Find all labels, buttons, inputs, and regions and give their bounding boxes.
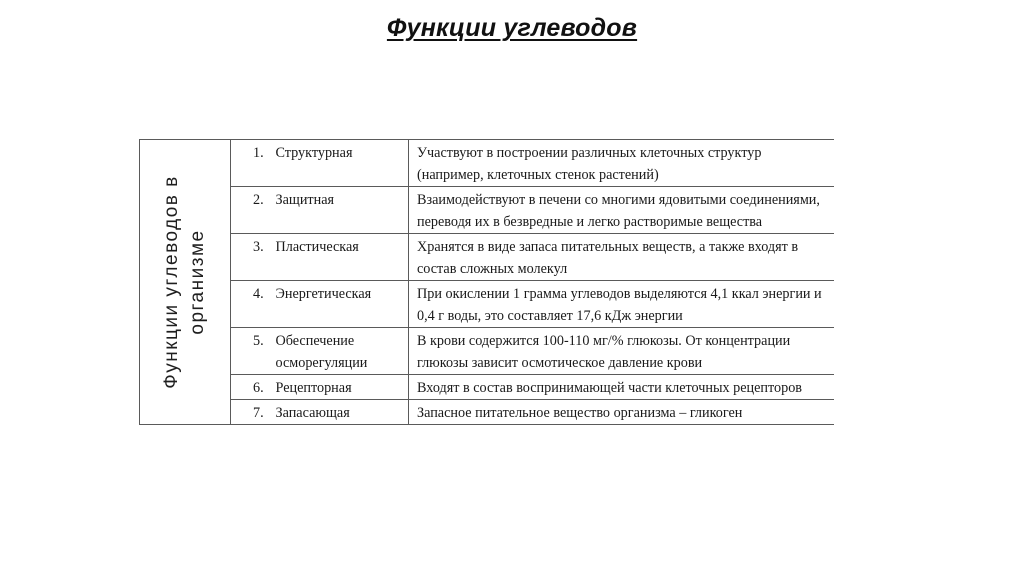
- side-header-cell: [140, 140, 231, 425]
- function-description: Участвуют в построении различных клеточных структур (например, клеточных стенок растений): [417, 145, 762, 183]
- function-name: Защитная: [275, 192, 335, 208]
- table-row: [140, 187, 834, 234]
- row-number: 1.: [253, 145, 264, 161]
- slide-title: Функции углеводов: [386, 14, 638, 42]
- function-name-cell: [266, 140, 409, 187]
- function-description-cell: [409, 234, 834, 281]
- side-header-line-2: организме: [187, 229, 208, 335]
- functions-table: [139, 139, 834, 425]
- side-header-label: [159, 175, 211, 388]
- row-number: 2.: [253, 192, 264, 208]
- function-name: Рецепторная: [275, 380, 352, 396]
- function-name-cell: [266, 375, 409, 400]
- table-row: [140, 400, 834, 425]
- functions-table-container: [139, 139, 833, 419]
- function-name-cell: [266, 400, 409, 425]
- function-description-cell: [409, 140, 834, 187]
- function-name-cell: [266, 234, 409, 281]
- function-name: Запасающая: [275, 405, 350, 421]
- table-row: [140, 234, 834, 281]
- function-description: Запасное питательное вещество организма – гликоген: [417, 405, 743, 421]
- function-description: Хранятся в виде запаса питательных веществ, а также входят в состав сложных молекул: [417, 239, 799, 277]
- function-name-cell: [266, 187, 409, 234]
- row-number: 5.: [253, 333, 264, 349]
- function-name: Структурная: [275, 145, 353, 161]
- table-row: [140, 328, 834, 375]
- function-name-cell: [266, 281, 409, 328]
- function-name: Пластическая: [275, 239, 359, 255]
- function-description-cell: [409, 187, 834, 234]
- table-row: [140, 140, 834, 187]
- row-number: 6.: [253, 380, 264, 396]
- row-number-cell: [231, 375, 266, 400]
- function-description: При окислении 1 грамма углеводов выделяются 4,1 ккал энергии и 0,4 г воды, это составляет 17,6 кДж энергии: [417, 286, 822, 324]
- row-number-cell: [231, 234, 266, 281]
- function-description: Взаимодействуют в печени со многими ядовитыми соединениями, переводя их в безвредные и легко растворимые вещества: [417, 192, 820, 230]
- table-row: [140, 281, 834, 328]
- row-number-cell: [231, 140, 266, 187]
- row-number-cell: [231, 281, 266, 328]
- function-name: Энергетическая: [275, 286, 372, 302]
- function-description-cell: [409, 375, 834, 400]
- row-number: 3.: [253, 239, 264, 255]
- row-number-cell: [231, 400, 266, 425]
- function-name: Обеспечение осморегуляции: [275, 333, 368, 371]
- function-name-cell: [266, 328, 409, 375]
- function-description-cell: [409, 400, 834, 425]
- function-description: Входят в состав воспринимающей части клеточных рецепторов: [417, 380, 803, 396]
- function-description: В крови содержится 100-110 мг/% глюкозы. От концентрации глюкозы зависит осмотическое давление крови: [417, 333, 791, 371]
- function-description-cell: [409, 281, 834, 328]
- row-number: 4.: [253, 286, 264, 302]
- function-description-cell: [409, 328, 834, 375]
- side-header-line-1: Функции углеводов в: [161, 175, 182, 389]
- row-number-cell: [231, 328, 266, 375]
- row-number-cell: [231, 187, 266, 234]
- row-number: 7.: [253, 405, 264, 421]
- table-row: [140, 375, 834, 400]
